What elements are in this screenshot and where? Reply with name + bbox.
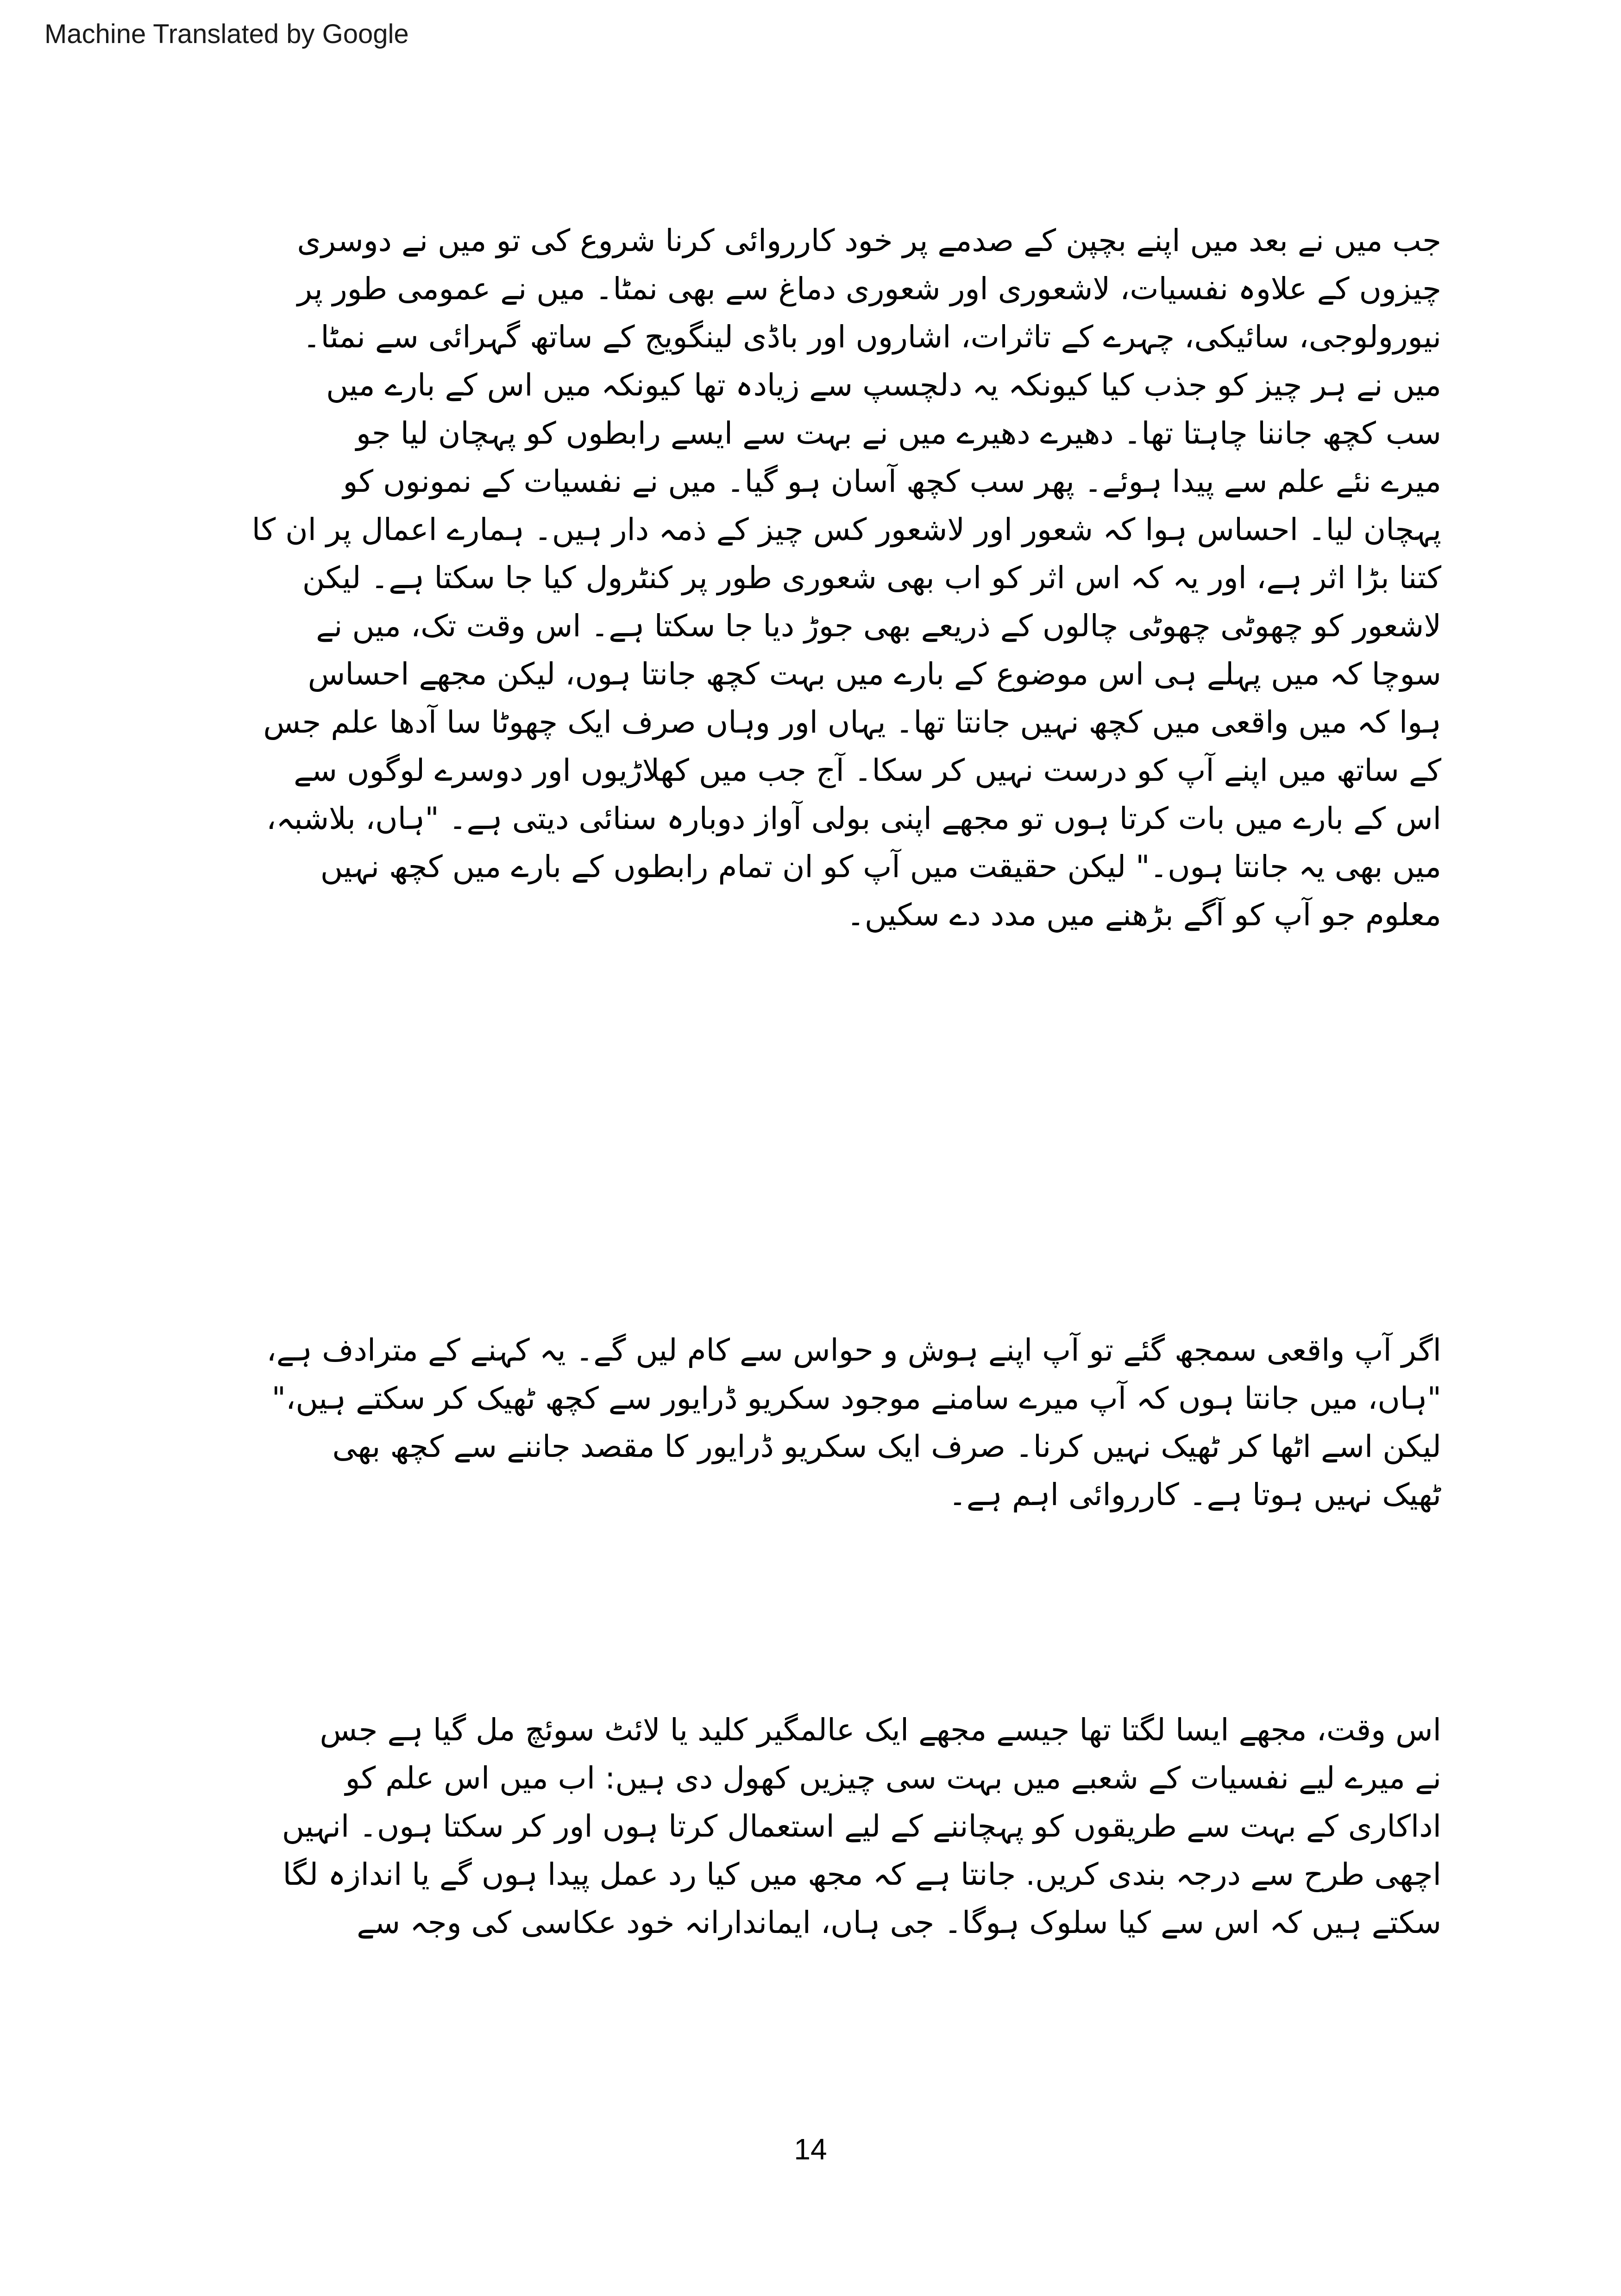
text-line: اداکاری کے بہت سے طریقوں کو پہچاننے کے لیے استعمال کرتا ہوں اور کر سکتا ہوں۔ انہیں xyxy=(282,1808,1441,1844)
text-line: جب میں نے بعد میں اپنے بچپن کے صدمے پر خود کارروائی کرنا شروع کی تو میں نے دوسری xyxy=(297,223,1441,258)
text-line: معلوم جو آپ کو آگے بڑھنے میں مدد دے سکیں۔ xyxy=(847,897,1441,933)
text-line: میں بھی یہ جانتا ہوں۔" لیکن حقیقت میں آپ کو ان تمام رابطوں کے بارے میں کچھ نہیں xyxy=(320,849,1441,885)
page-number: 14 xyxy=(794,2133,827,2166)
text-line: کے ساتھ میں اپنے آپ کو درست نہیں کر سکا۔ آج جب میں کھلاڑیوں اور دوسرے لوگوں سے xyxy=(294,753,1441,788)
text-line: کتنا بڑا اثر ہے، اور یہ کہ اس اثر کو اب بھی شعوری طور پر کنٹرول کیا جا سکتا ہے۔ لیکن xyxy=(302,560,1441,596)
text-line: لاشعور کو چھوٹی چھوٹی چالوں کے ذریعے بھی جوڑ دیا جا سکتا ہے۔ اس وقت تک، میں نے xyxy=(316,608,1441,644)
text-line: پہچان لیا۔ احساس ہوا کہ شعور اور لاشعور کس چیز کے ذمہ دار ہیں۔ ہمارے اعمال پر ان کا xyxy=(251,512,1441,547)
text-line: اس وقت، مجھے ایسا لگتا تھا جیسے مجھے ایک عالمگیر کلید یا لائٹ سوئچ مل گیا ہے جس xyxy=(320,1712,1441,1748)
text-line: اچھی طرح سے درجہ بندی کریں. جانتا ہے کہ مجھ میں کیا رد عمل پیدا ہوں گے یا اندازہ لگا xyxy=(283,1857,1441,1892)
text-line: سب کچھ جاننا چاہتا تھا۔ دھیرے دھیرے میں نے بہت سے ایسے رابطوں کو پہچان لیا جو xyxy=(356,415,1441,451)
text-line: میں نے ہر چیز کو جذب کیا کیونکہ یہ دلچسپ سے زیادہ تھا کیونکہ میں اس کے بارے میں xyxy=(326,367,1441,403)
text-line: نیورولوجی، سائیکی، چہرے کے تاثرات، اشاروں اور باڈی لینگویج کے ساتھ گہرائی سے نمٹا۔ xyxy=(302,319,1441,355)
text-line: سوچا کہ میں پہلے ہی اس موضوع کے بارے میں بہت کچھ جانتا ہوں، لیکن مجھے احساس xyxy=(308,656,1441,692)
text-line: سکتے ہیں کہ اس سے کیا سلوک ہوگا۔ جی ہاں، ایماندارانہ خود عکاسی کی وجہ سے xyxy=(357,1905,1441,1940)
text-line: ہوا کہ میں واقعی میں کچھ نہیں جانتا تھا۔ یہاں اور وہاں صرف ایک چھوٹا سا آدھا علم جس xyxy=(263,704,1441,740)
text-line: لیکن اسے اٹھا کر ٹھیک نہیں کرنا۔ صرف ایک سکریو ڈرایور کا مقصد جاننے سے کچھ بھی xyxy=(332,1429,1441,1464)
machine-translation-notice: Machine Translated by Google xyxy=(44,19,409,49)
text-line: ٹھیک نہیں ہوتا ہے۔ کارروائی اہم ہے۔ xyxy=(949,1477,1441,1512)
paragraph-2 xyxy=(172,1326,1441,1519)
text-line: اگر آپ واقعی سمجھ گئے تو آپ اپنے ہوش و حواس سے کام لیں گے۔ یہ کہنے کے مترادف ہے، xyxy=(266,1332,1441,1368)
text-line: اس کے بارے میں بات کرتا ہوں تو مجھے اپنی بولی آواز دوبارہ سنائی دیتی ہے۔ "ہاں، بلاشبہ، xyxy=(266,801,1441,836)
paragraph-1 xyxy=(172,217,1441,939)
text-line: "ہاں، میں جانتا ہوں کہ آپ میرے سامنے موجود سکریو ڈرایور سے کچھ ٹھیک کر سکتے ہیں،" xyxy=(271,1380,1441,1416)
text-line: میرے نئے علم سے پیدا ہوئے۔ پھر سب کچھ آسان ہو گیا۔ میں نے نفسیات کے نمونوں کو xyxy=(343,464,1441,499)
paragraph-3 xyxy=(172,1706,1441,1947)
text-line: چیزوں کے علاوہ نفسیات، لاشعوری اور شعوری دماغ سے بھی نمٹا۔ میں نے عمومی طور پر xyxy=(297,271,1441,307)
text-line: نے میرے لیے نفسیات کے شعبے میں بہت سی چیزیں کھول دی ہیں: اب میں اس علم کو xyxy=(345,1760,1441,1796)
